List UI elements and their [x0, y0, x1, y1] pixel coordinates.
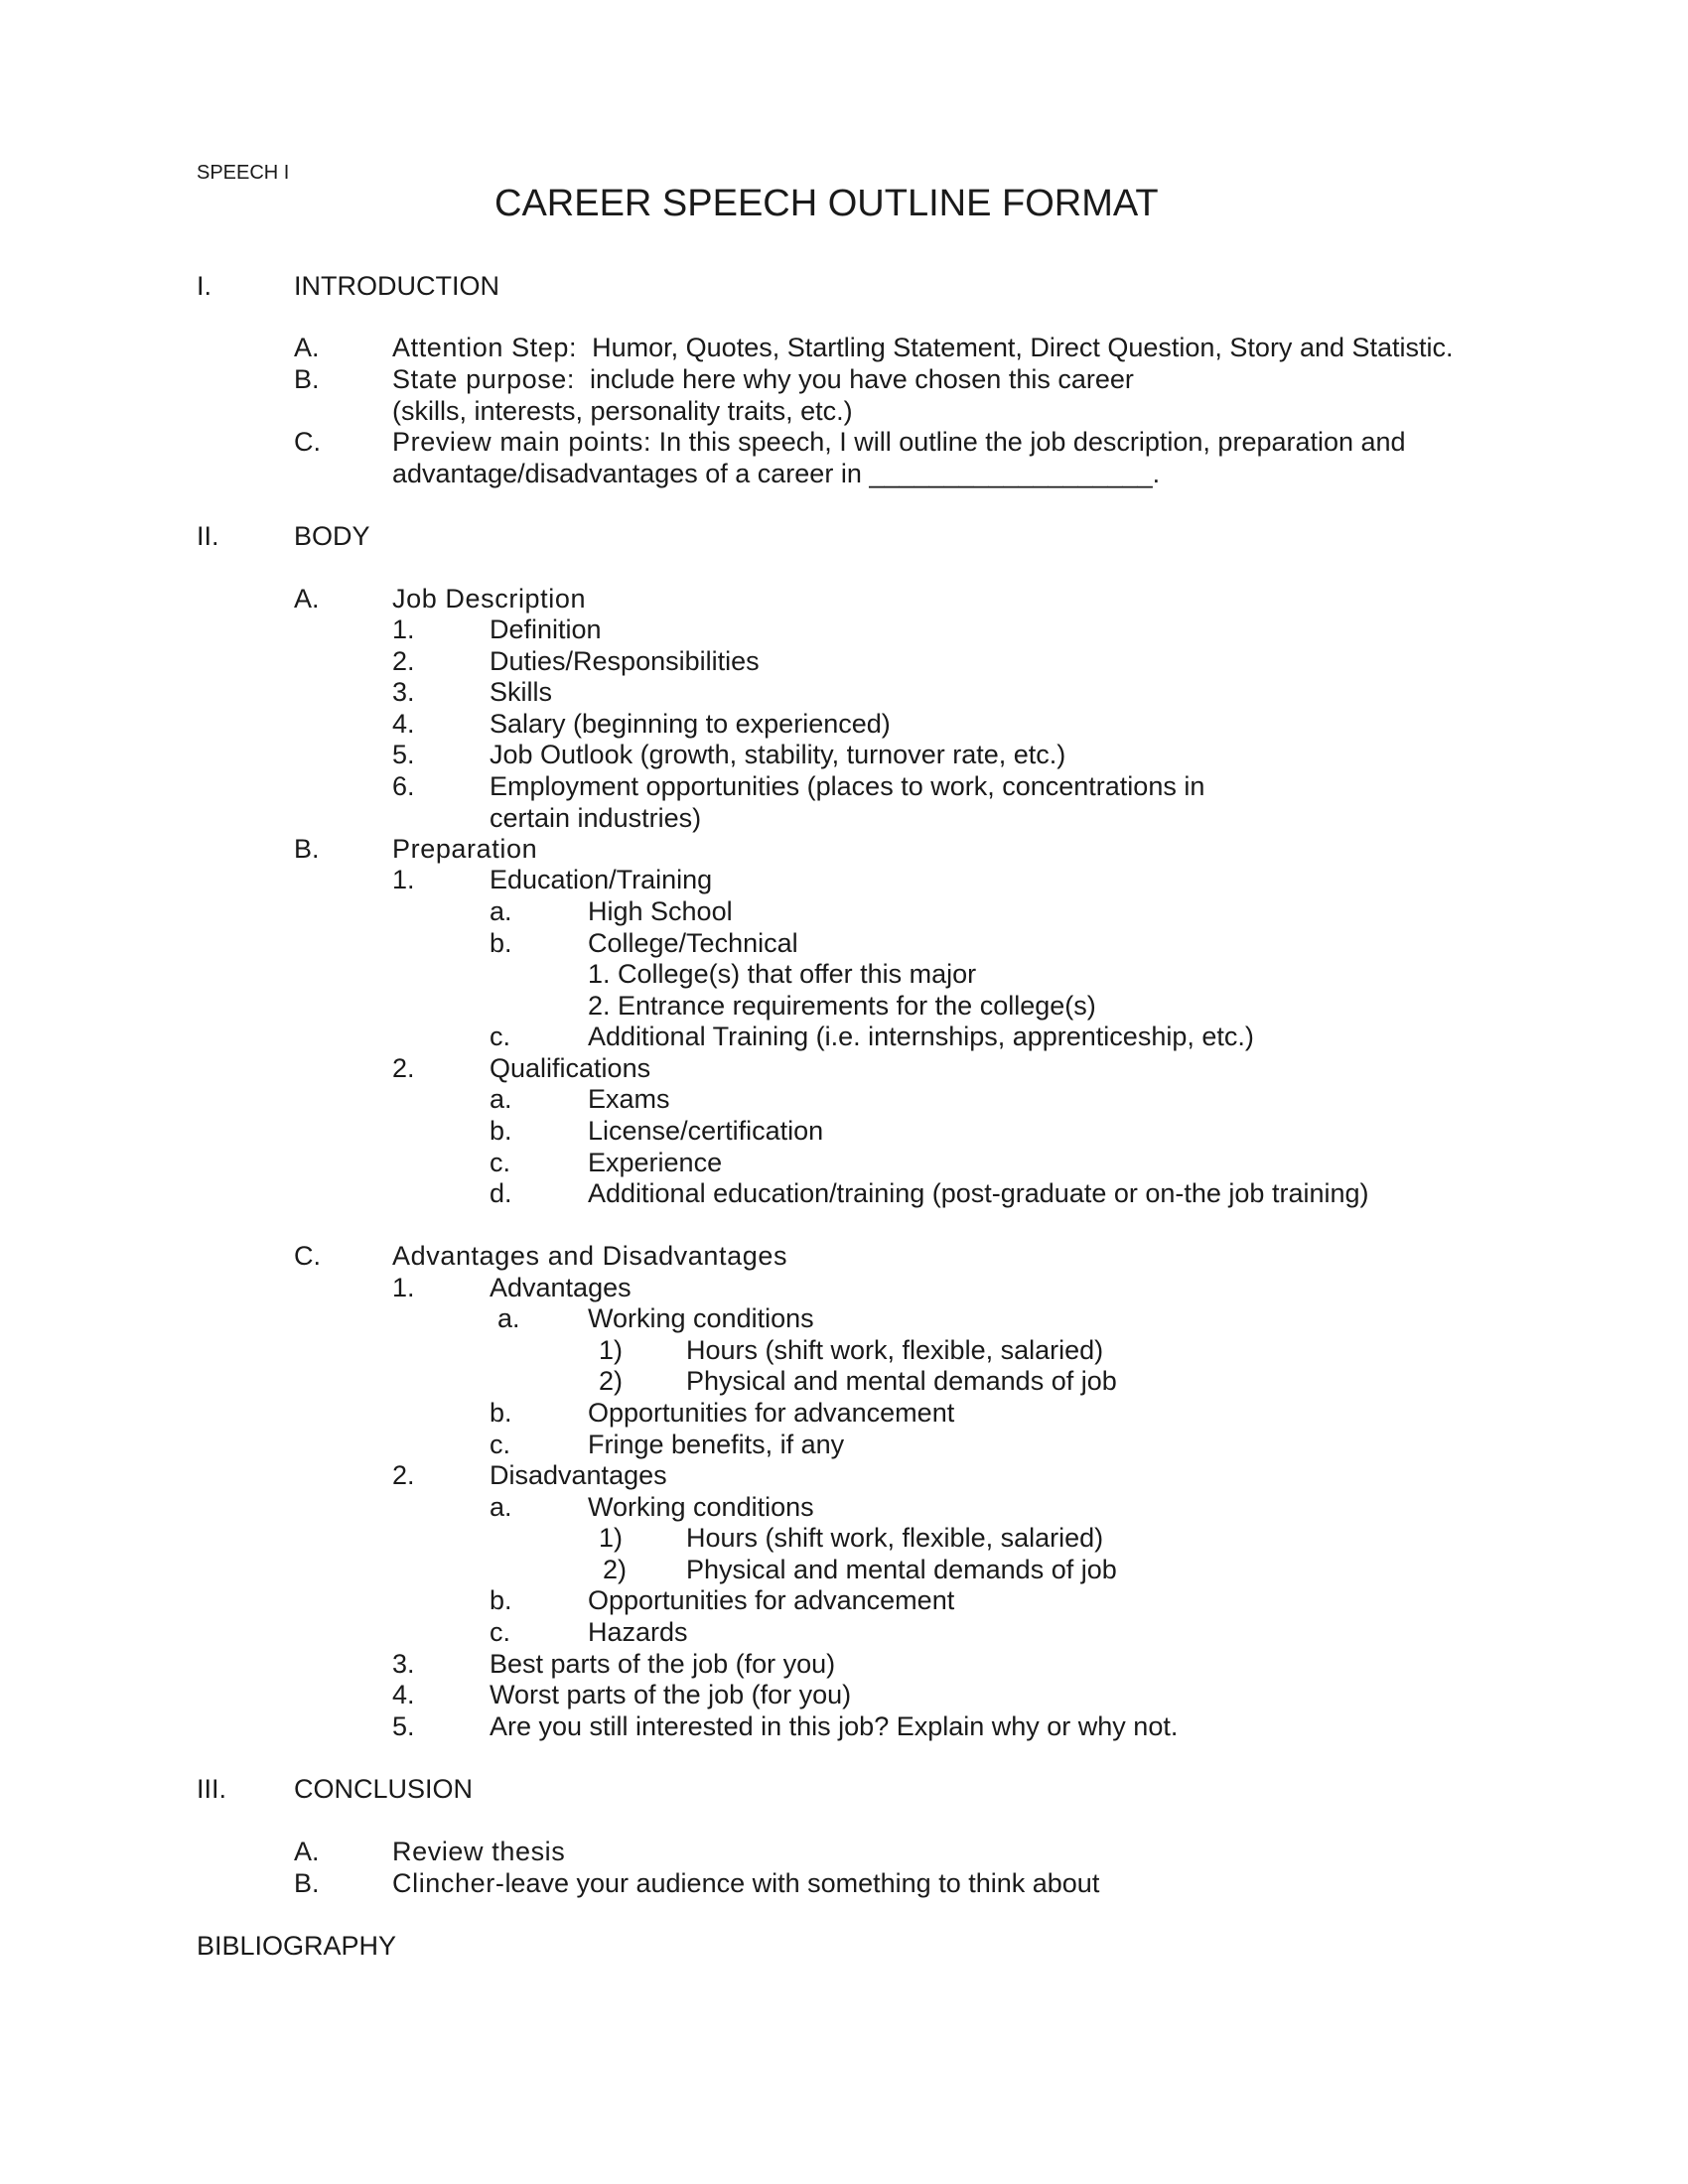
list-item: Additional education/training (post-graduate or on-the job training): [588, 1178, 1369, 1208]
item-label: Attention Step:: [392, 333, 578, 362]
item-text-continued: (skills, interests, personality traits, etc.): [392, 396, 853, 426]
intro-item-preview: [392, 426, 1406, 458]
section-heading-introduction: INTRODUCTION: [294, 271, 499, 301]
list-item: Hours (shift work, flexible, salaried): [686, 1335, 1104, 1365]
section-numeral: II.: [197, 521, 219, 551]
list-item: Opportunities for advancement: [588, 1398, 955, 1428]
list-item: Physical and mental demands of job: [686, 1366, 1117, 1396]
item-marker: 5.: [392, 1711, 415, 1741]
list-item: Are you still interested in this job? Explain why or why not.: [490, 1711, 1179, 1741]
item-marker: 3.: [392, 677, 415, 707]
bibliography-heading: BIBLIOGRAPHY: [197, 1931, 397, 1961]
list-item: Qualifications: [490, 1053, 651, 1083]
item-marker: A.: [294, 333, 320, 362]
list-item: 1. College(s) that offer this major: [588, 959, 977, 989]
item-marker: b.: [490, 928, 512, 958]
list-item: Working conditions: [588, 1492, 814, 1522]
list-item: Opportunities for advancement: [588, 1585, 955, 1615]
list-item: Best parts of the job (for you): [490, 1649, 836, 1679]
item-marker: C.: [294, 427, 321, 457]
item-text: Humor, Quotes, Startling Statement, Direct Question, Story and Statistic.: [592, 333, 1454, 362]
list-item: Hours (shift work, flexible, salaried): [686, 1523, 1104, 1553]
item-label: Preview main points:: [392, 427, 652, 457]
item-text-continued: advantage/disadvantages of a career in ___________________.: [392, 459, 1161, 488]
item-marker: c.: [490, 1430, 511, 1459]
item-marker: 2): [603, 1555, 628, 1584]
list-item: License/certification: [588, 1116, 824, 1146]
item-label: Clincher-: [392, 1868, 505, 1898]
conclusion-item-review: Review thesis: [392, 1837, 566, 1866]
list-item: Fringe benefits, if any: [588, 1430, 845, 1459]
item-marker: b.: [490, 1585, 512, 1615]
list-item: Education/Training: [490, 865, 713, 894]
list-item: College/Technical: [588, 928, 798, 958]
section-numeral: I.: [197, 271, 212, 301]
item-marker: a.: [490, 896, 512, 926]
item-marker: 5.: [392, 740, 415, 769]
list-item: Physical and mental demands of job: [686, 1555, 1117, 1584]
list-item: Disadvantages: [490, 1460, 667, 1490]
item-marker: 2.: [392, 646, 415, 676]
list-item-continued: certain industries): [490, 803, 702, 833]
list-item: Salary (beginning to experienced): [490, 709, 891, 739]
item-marker: 2.: [392, 1460, 415, 1490]
item-marker: 2.: [392, 1053, 415, 1083]
list-item: Experience: [588, 1148, 723, 1177]
list-item: Skills: [490, 677, 553, 707]
item-marker: B.: [294, 1868, 320, 1898]
intro-item-attention: [392, 332, 1454, 363]
item-marker: A.: [294, 584, 320, 614]
item-text: In this speech, I will outline the job description, preparation and: [658, 427, 1406, 457]
list-item: Working conditions: [588, 1303, 814, 1333]
item-marker: c.: [490, 1022, 511, 1051]
list-item: Job Outlook (growth, stability, turnover rate, etc.): [490, 740, 1066, 769]
list-item: Advantages: [490, 1273, 632, 1302]
list-item: Employment opportunities (places to work, concentrations in: [490, 771, 1205, 801]
item-marker: c.: [490, 1617, 511, 1647]
item-marker: 1.: [392, 1273, 415, 1302]
item-marker: a.: [490, 1084, 512, 1114]
subsection-preparation: Preparation: [392, 834, 538, 864]
item-marker: b.: [490, 1398, 512, 1428]
subsection-advantages-disadvantages: Advantages and Disadvantages: [392, 1241, 788, 1271]
intro-item-purpose: [392, 363, 1134, 395]
item-marker: d.: [490, 1178, 512, 1208]
item-text: include here why you have chosen this career: [590, 364, 1134, 394]
item-text: leave your audience with something to think about: [504, 1868, 1100, 1898]
conclusion-item-clincher: [392, 1867, 1099, 1899]
item-marker: 4.: [392, 709, 415, 739]
list-item: High School: [588, 896, 733, 926]
item-marker: a.: [497, 1303, 520, 1333]
list-item: Additional Training (i.e. internships, apprenticeship, etc.): [588, 1022, 1254, 1051]
item-marker: 1.: [392, 865, 415, 894]
item-marker: c.: [490, 1148, 511, 1177]
item-marker: 1): [599, 1335, 624, 1365]
list-item: 2. Entrance requirements for the college(s): [588, 991, 1096, 1021]
item-marker: A.: [294, 1837, 320, 1866]
item-marker: 1): [599, 1523, 624, 1553]
section-heading-body: BODY: [294, 521, 370, 551]
subsection-job-description: Job Description: [392, 584, 587, 614]
list-item: Duties/Responsibilities: [490, 646, 760, 676]
item-marker: 4.: [392, 1680, 415, 1709]
section-numeral: III.: [197, 1774, 227, 1804]
item-marker: 3.: [392, 1649, 415, 1679]
item-marker: B.: [294, 364, 320, 394]
item-marker: 6.: [392, 771, 415, 801]
item-label: State purpose:: [392, 364, 576, 394]
list-item: Hazards: [588, 1617, 688, 1647]
item-marker: B.: [294, 834, 320, 864]
header-label: SPEECH I: [197, 162, 290, 184]
item-marker: 2): [599, 1366, 624, 1396]
item-marker: 1.: [392, 614, 415, 644]
section-heading-conclusion: CONCLUSION: [294, 1774, 474, 1804]
page-title: CAREER SPEECH OUTLINE FORMAT: [494, 183, 1159, 224]
list-item: Worst parts of the job (for you): [490, 1680, 852, 1709]
item-marker: b.: [490, 1116, 512, 1146]
list-item: Exams: [588, 1084, 670, 1114]
item-marker: C.: [294, 1241, 321, 1271]
list-item: Definition: [490, 614, 602, 644]
item-marker: a.: [490, 1492, 512, 1522]
